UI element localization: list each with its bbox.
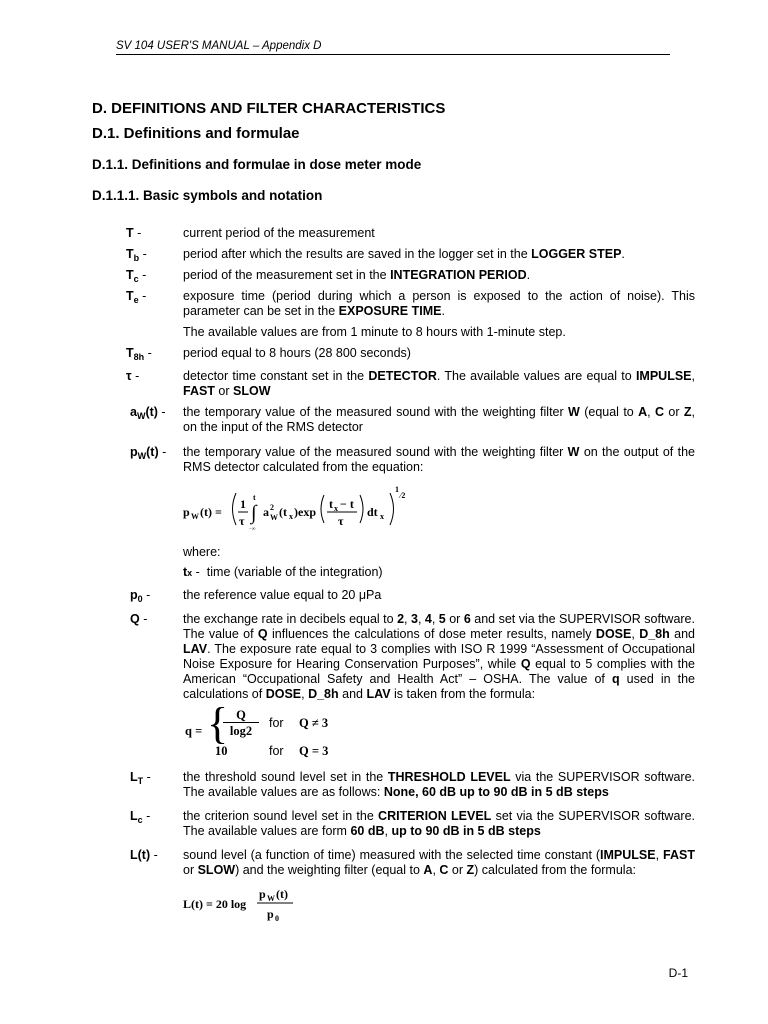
- symbol-tc: $T_c$ -: [126, 268, 147, 284]
- symbol-lc: $L_c$ -: [130, 809, 151, 825]
- symbol-te: $T_e$ -: [126, 289, 147, 305]
- svg-text:L(t) = 20 log: L(t) = 20 log: [183, 897, 247, 911]
- desc-aw: the temporary value of the measured sound with the weighting filter W (equal to A, C or Z, on the input of the RMS detector: [183, 405, 696, 434]
- desc-lt: the threshold sound level set in the THRESHOLD LEVEL via the SUPERVISOR software. The available values are as follows: None, 60 dB up to 90 dB in 5 dB steps: [183, 770, 696, 799]
- svg-text:p: p: [183, 505, 190, 519]
- desc-lc: the criterion sound level set in the CRITERION LEVEL set via the SUPERVISOR software. The available values are form 60 dB, up to 90 dB in 5 dB steps: [183, 809, 695, 838]
- svg-text:W: W: [191, 512, 199, 521]
- heading-d: D. DEFINITIONS AND FILTER CHARACTERISTICS: [92, 100, 446, 117]
- svg-text:−∞: −∞: [249, 527, 256, 532]
- symbol-aw: $a_W(t)$ -: [130, 405, 166, 421]
- svg-text:τ: τ: [239, 514, 245, 528]
- formula-q: q = { Q log2 for Q ≠ 3 10 for Q = 3: [185, 699, 329, 758]
- symbol-t8h: $T_{8h}$ -: [126, 346, 152, 362]
- heading-d1: D.1. Definitions and formulae: [92, 125, 300, 142]
- desc-t8h: period equal to 8 hours (28 800 seconds): [183, 346, 411, 360]
- svg-text:1: 1: [240, 497, 246, 511]
- svg-text:2: 2: [270, 503, 274, 512]
- svg-text:x: x: [334, 504, 338, 513]
- svg-text:⁄2: ⁄2: [400, 491, 406, 500]
- symbol-q: Q -: [130, 612, 148, 626]
- desc-tb: period after which the results are saved in the logger set in the LOGGER STEP.: [183, 247, 625, 261]
- svg-text:x: x: [380, 512, 384, 521]
- desc-tc: period of the measurement set in the INTEGRATION PERIOD.: [183, 268, 531, 282]
- svg-text:p: p: [267, 907, 274, 921]
- svg-text:a: a: [263, 505, 269, 519]
- svg-text:p: p: [259, 887, 266, 901]
- desc-te: exposure time (period during which a person is exposed to the action of noise). This parameter can be set in the EXPOSURE TIME. The available values are from 1 minute to 8 hours with 1-minute step.: [183, 289, 695, 339]
- svg-text:1: 1: [395, 485, 399, 494]
- svg-text:τ: τ: [338, 514, 344, 528]
- heading-d11: D.1.1. Definitions and formulae in dose meter mode: [92, 157, 422, 172]
- svg-text:t: t: [329, 497, 333, 511]
- page-number: D-1: [668, 966, 688, 980]
- svg-text:(t): (t): [276, 887, 288, 901]
- symbol-tb: $T_b$ -: [126, 247, 147, 263]
- desc-q: the exchange rate in decibels equal to 2, 3, 4, 5 or 6 and set via the SUPERVISOR software. The value of Q influences the calculations of dose meter results, namely DOSE, D_8h and LAV. The exposure rate equal to 3 complies with ISO R 1999 “Assessment of Occupational Noise Exposure for Hearing Conservation Purposes”, while Q equal to 5 complies with the American “Occupational Safety and Health Act” – OSHA. The value of q used in the calculations of DOSE, D_8h and LAV is taken from the formula:: [183, 612, 695, 701]
- symbol-t: T -: [126, 226, 142, 240]
- desc-pw: the temporary value of the measured sound with the weighting filter W on the output of the RMS detector calculated from the equation:: [183, 445, 695, 474]
- svg-text:(t) =: (t) =: [200, 505, 222, 519]
- svg-text:W: W: [267, 894, 275, 903]
- desc-tau: detector time constant set in the DETECTOR. The available values are equal to IMPULSE, FAST or SLOW: [183, 369, 695, 398]
- desc-t: current period of the measurement: [183, 226, 375, 240]
- symbol-pw: $p_W(t)$ -: [130, 445, 167, 461]
- svg-text:x: x: [289, 512, 293, 521]
- svg-text:∫: ∫: [251, 502, 257, 524]
- symbol-lt: $L_T$ -: [130, 770, 151, 786]
- svg-text:t: t: [253, 493, 256, 502]
- page-header: SV 104 USER'S MANUAL – Appendix D: [116, 40, 670, 55]
- formula-l: [183, 884, 313, 924]
- desc-p0: the reference value equal to 20 μPa: [183, 588, 382, 602]
- symbol-l: L(t) -: [130, 848, 158, 862]
- desc-l: sound level (a function of time) measured with the selected time constant (IMPULSE, FAST or SLOW) and the weighting filter (equal to A, C or Z) calculated from the formula:: [183, 848, 695, 877]
- svg-text:− t: − t: [340, 497, 354, 511]
- svg-text:dt: dt: [367, 505, 378, 519]
- symbol-p0: $p_0$ -: [130, 588, 151, 604]
- svg-text:0: 0: [275, 914, 279, 923]
- svg-text:)exp: )exp: [294, 505, 316, 519]
- symbol-tau: τ -: [126, 369, 140, 383]
- heading-d111: D.1.1.1. Basic symbols and notation: [92, 188, 323, 203]
- svg-text:W: W: [270, 513, 278, 522]
- formula-pw: [183, 483, 413, 535]
- svg-text:(t: (t: [279, 505, 287, 519]
